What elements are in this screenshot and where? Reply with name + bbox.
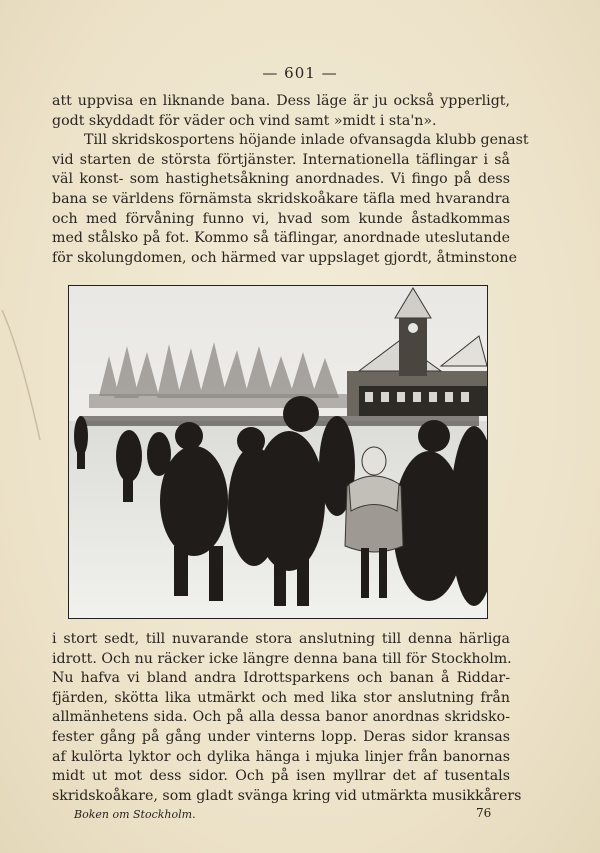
text-line: fester gång på gång under vinterns lopp. Deras sidor kransas bbox=[52, 728, 510, 745]
text-line: väl konst- som hastighetsåkning anordnades. Vi fingo på dess bbox=[52, 171, 510, 188]
footer-sheet-number: 76 bbox=[476, 806, 492, 820]
text-line: och med förvåning funno vi, hvad som kunde åstadkommas bbox=[52, 210, 510, 227]
text-line: Nu hafva vi bland andra Idrottsparkens och banan å Riddar- bbox=[52, 670, 510, 687]
text-line: midt ut mot dess sidor. Och på isen myllrar det af tusentals bbox=[52, 768, 510, 785]
text-line: fjärden, skötta lika utmärkt och med lika stor anslutning från bbox=[52, 689, 510, 706]
top-paragraph-block bbox=[52, 92, 529, 268]
photo-illustration bbox=[69, 286, 488, 619]
text-line: att uppvisa en liknande bana. Dess läge är ju också ypperligt, bbox=[52, 93, 510, 109]
text-line: skridskoåkare, som gladt svänga kring vid utmärkta musikkårers bbox=[52, 787, 522, 804]
footer-book-title: Boken om Stockholm. bbox=[74, 808, 196, 821]
text-line: vid starten de största förtjänster. Internationella täflingar i så bbox=[52, 151, 510, 168]
text-line: bana se världens förnämsta skridskoåkare täfla med hvarandra bbox=[52, 190, 510, 207]
skating-rink-photograph bbox=[68, 285, 488, 619]
text-line: i stort sedt, till nuvarande stora anslutning till denna härliga bbox=[52, 631, 510, 647]
bottom-paragraph-block bbox=[52, 630, 522, 806]
text-line: godt skyddadt för väder och vind samt »midt i sta'n». bbox=[52, 112, 437, 129]
page-number: — 601 — bbox=[262, 64, 338, 82]
text-line: idrott. Och nu räcker icke längre denna bana till för Stockholm. bbox=[52, 650, 512, 667]
text-line: Till skridskosportens höjande inlade ofvansagda klubb genast bbox=[84, 132, 529, 149]
text-line: allmänhetens sida. Och på alla dessa banor anordnas skridsko- bbox=[52, 709, 510, 726]
text-line: för skolungdomen, och härmed var uppslaget gjordt, åtminstone bbox=[52, 249, 517, 266]
text-line: med stålsko på fot. Kommo så täflingar, anordnade uteslutande bbox=[52, 230, 510, 247]
page-edge-crease bbox=[0, 290, 60, 450]
text-line: af kulörta lyktor och dylika hänga i mjuka linjer från banornas bbox=[52, 748, 510, 765]
